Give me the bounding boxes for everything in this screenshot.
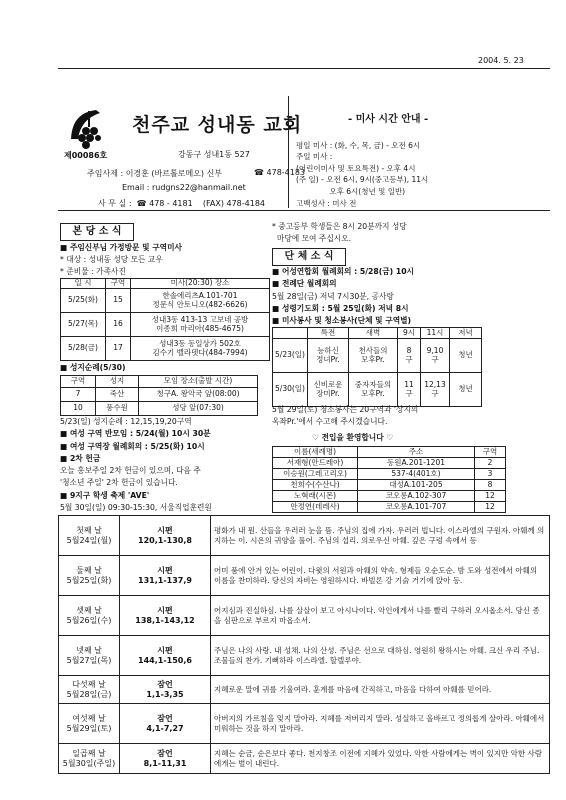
table-row bbox=[59, 704, 550, 744]
reading-text: 아버지의 가르침을 잊지 말아라. 지혜를 저버리지 말라. 성실하고 올바르고 정의롭게 살아라. 아훼에서 미워하는 것을 하지 말아라. bbox=[211, 704, 550, 744]
group-news-title: 단 체 소 식 bbox=[272, 248, 346, 266]
welcome-address: 537-4(401호) bbox=[358, 469, 475, 480]
parish-news-title: 본 당 소 식 bbox=[60, 223, 134, 241]
welcome-zone: 12 bbox=[475, 491, 506, 502]
service-11am: 12,13 구 bbox=[421, 373, 450, 407]
pilgrimage-header: 성지 bbox=[96, 376, 139, 388]
table-row bbox=[59, 636, 550, 676]
issue-number: 제00086호 bbox=[64, 151, 108, 160]
bulletin-date: 2004. 5. 23 bbox=[478, 56, 524, 65]
office-line: 사 무 실 : ☎ 478 - 4181 (FAX) 478-4184 bbox=[98, 199, 265, 208]
service-date: 5/23(일) bbox=[273, 339, 308, 373]
header-divider bbox=[288, 96, 289, 208]
student-festival-text: 5월 30일(일) 09:30-15:30, 서울직업훈련원 bbox=[60, 503, 212, 513]
second-collection-text: '청소년 주일' 2차 헌금이 있습니다. bbox=[60, 478, 178, 488]
student-note: * 중고등부 학생들은 8시 20분까지 성당 bbox=[272, 222, 407, 231]
welcome-header: 이름(세례명) bbox=[273, 447, 358, 458]
pilgrimage-header: 모임 장소(출발 시간) bbox=[139, 376, 258, 388]
prayer-meeting: ■ 성령기도회 : 5월 25일(화) 저녁 8시 bbox=[272, 303, 409, 313]
cleaning-note: 5월 29일(토) 청소봉사는 20구역과 '상지의 bbox=[272, 405, 419, 414]
service-date: 5/30(일) bbox=[273, 373, 308, 407]
visit-note: * 준비물 : 가족사진 bbox=[60, 267, 126, 276]
service-dawn: 중자자들의 모후Pr. bbox=[349, 373, 398, 407]
table-row bbox=[61, 402, 258, 416]
email-line: Email : rudgns22@hanmail.net bbox=[122, 183, 246, 192]
reading-day: 셋째 날 5월26일(수) bbox=[59, 596, 120, 636]
pilgrimage-meeting: 청구A. 왕악국 앞(08:00) bbox=[139, 388, 258, 402]
table-row bbox=[61, 388, 258, 402]
table-row bbox=[273, 469, 506, 480]
mass-time-box bbox=[290, 96, 552, 208]
daily-reading-table bbox=[58, 515, 550, 774]
pilgrimage-zone: 10 bbox=[61, 402, 96, 416]
visit-title: ■ 주임신부님 가정방문 및 구역미사 bbox=[60, 243, 182, 252]
visit-zone: 15 bbox=[106, 289, 131, 313]
table-row bbox=[61, 337, 270, 361]
table-row bbox=[273, 502, 506, 513]
student-festival-title: ■ 9지구 학생 축제 'AVE' bbox=[60, 490, 150, 500]
reading-day: 일곱째 날 5월30일(주일) bbox=[59, 744, 120, 774]
reading-ref: 시편 120,1-130,8 bbox=[120, 516, 211, 556]
welcome-name: 노혁래(시몬) bbox=[273, 491, 358, 502]
reading-ref: 시편 138,1-143,12 bbox=[120, 596, 211, 636]
reading-text: 어미 품에 안겨 있는 어린이. 다윗의 서원과 아훼의 약속. 형제들 오순도순. 밤 도와 성전에서 아훼의 이름을 찬미하라. 당신의 자비는 영원하시다. 바빌론 강 기슭 거기에 앉아 등. bbox=[211, 556, 550, 596]
welcome-zone: 3 bbox=[475, 469, 506, 480]
welcome-address: 코오롱A.102-307 bbox=[358, 491, 475, 502]
service-9am: 11 구 bbox=[398, 373, 421, 407]
church-address: 강동구 성내1동 527 bbox=[178, 150, 250, 159]
table-row bbox=[273, 458, 506, 469]
service-header bbox=[273, 328, 308, 339]
mass-line: 평일 미사 : (화, 수, 목, 금) - 오전 6시 bbox=[296, 140, 421, 150]
women-meeting: ■ 여성 구역 반모임 : 5/24(월) 10시 30분 bbox=[60, 429, 211, 439]
visit-place: 성내3동 413-13 고보네 공방 이종희 마리아(485-4675) bbox=[131, 313, 270, 337]
visit-place: 성내3동 동일상가 502호 김수기 벨라뎃다(484-7994) bbox=[131, 337, 270, 361]
reading-text: 주님은 나의 사랑. 내 성채. 나의 산성. 주님은 선으로 대하심. 영원히 왕하시는 아훼. 크신 우리 주님. 조물들의 찬가. 기뻐하라 이스라엘. 할렐루야. bbox=[211, 636, 550, 676]
mass-line: 오후 6시(청년 및 일반) bbox=[296, 186, 406, 196]
service-header: 9시 bbox=[398, 328, 421, 339]
pilgrimage-site: 죽산 bbox=[96, 388, 139, 402]
table-row bbox=[61, 313, 270, 337]
service-header: 특전 bbox=[308, 328, 349, 339]
second-collection-text: 오늘 홍보주일 2차 헌금이 있으며, 다음 주 bbox=[60, 466, 201, 476]
reading-text: 어지심과 진실하심. 나를 살살이 보고 아시나이다. 악인에게서 나를 빨리 구하러 오시옵소서. 당신 종을 심판으로 부르지 마옵소서. bbox=[211, 596, 550, 636]
visit-table bbox=[60, 278, 270, 361]
mass-line: 고백성사 : 미사 전 bbox=[296, 198, 357, 208]
table-row bbox=[273, 491, 506, 502]
table-row bbox=[273, 480, 506, 491]
welcome-address: 코오롱A.101-707 bbox=[358, 502, 475, 513]
reading-day: 넷째 날 5월27일(목) bbox=[59, 636, 120, 676]
visit-note: * 대상 : 성내동 성당 모든 교우 bbox=[60, 255, 163, 264]
welcome-name: 서재형(안드레아) bbox=[273, 458, 358, 469]
pilgrimage-zone: 7 bbox=[61, 388, 96, 402]
visit-date: 5/28(금) bbox=[61, 337, 106, 361]
table-row bbox=[59, 516, 550, 556]
service-dawn: 천사들의 모후Pr. bbox=[349, 339, 398, 373]
reading-ref: 잠언 1,1-3,35 bbox=[120, 676, 211, 704]
welcome-address: 대성A.101-205 bbox=[358, 480, 475, 491]
service-table bbox=[272, 327, 482, 407]
service-title: ■ 미사봉사 및 청소봉사(단체 및 구역별) bbox=[272, 316, 412, 326]
reading-text: 지혜로운 말에 귀를 기울여라. 훈계를 마음에 간직하고, 마음을 다하여 아훼를 믿어라. bbox=[211, 676, 550, 704]
pastor-line: 주임사제 : 이경훈 (바르톨로메오) 신부 bbox=[87, 169, 223, 178]
table-row bbox=[273, 373, 482, 407]
cleaning-note: 옥좌Pr.'에서 수고해 주시겠습니다. bbox=[272, 417, 388, 426]
pilgrimage-note: 5/23(일) 성지순례 : 12,15,19,20구역 bbox=[60, 417, 192, 426]
reading-day: 첫째 날 5월24일(월) bbox=[59, 516, 120, 556]
mass-time-title: - 미사 시간 안내 - bbox=[348, 114, 429, 125]
service-11am: 9,10 구 bbox=[421, 339, 450, 373]
reading-ref: 시편 144,1-150,6 bbox=[120, 636, 211, 676]
visit-zone: 17 bbox=[106, 337, 131, 361]
reading-day: 둘째 날 5월25일(화) bbox=[59, 556, 120, 596]
church-logo-icon bbox=[66, 107, 106, 151]
reading-text: 평화가 내 뭔. 산들을 우러러 눈을 뜸. 주님의 집에 가자. 우러러 빕니다. 이스라엘의 구원자. 아훼께 의지하는 이. 시온의 귀양을 풀어. 주님의 섭리. 의로우신 아훼. 깊은 구렁 속에서 등 bbox=[211, 516, 550, 556]
header-bottom-rule bbox=[58, 210, 550, 211]
service-evening: 청년 bbox=[450, 339, 482, 373]
welcome-header: 구역 bbox=[475, 447, 506, 458]
reading-text: 지혜는 순금, 순은보다 좋다. 천지창조 이전에 지혜가 있었다. 악한 사람에게는 벽이 있지만 악한 사람에게는 벌이 내린다. bbox=[211, 744, 550, 774]
table-row bbox=[59, 676, 550, 704]
liturgy-meeting-title: ■ 전례단 월례회의 bbox=[272, 279, 337, 289]
welcome-zone: 8 bbox=[475, 480, 506, 491]
reading-day: 다섯째 날 5월28일(금) bbox=[59, 676, 120, 704]
reading-ref: 잠언 8,1-11,31 bbox=[120, 744, 211, 774]
header-top-rule bbox=[58, 68, 550, 69]
visit-header: 미사(20:30) 장소 bbox=[131, 279, 270, 289]
women-union-meeting: ■ 어성연합회 월례회의 : 5/28(금) 10시 bbox=[272, 267, 414, 276]
mass-line: (주 일) - 오전 6시, 9시(중고등부), 11시 bbox=[296, 175, 429, 185]
reading-ref: 시편 131,1-137,9 bbox=[120, 556, 211, 596]
pastor-phone: ☎ 478-4183 bbox=[254, 168, 306, 177]
table-row bbox=[61, 289, 270, 313]
mass-line: 주일 미사 : bbox=[296, 152, 333, 162]
welcome-title: ♡ 전입을 환영합니다 ♡ bbox=[312, 433, 394, 442]
pilgrimage-table bbox=[60, 375, 258, 416]
welcome-name: 이승원(그레고리오) bbox=[273, 469, 358, 480]
service-header: 저녁 bbox=[450, 328, 482, 339]
visit-header: 구역 bbox=[106, 279, 131, 289]
pilgrimage-site: 풍수원 bbox=[96, 402, 139, 416]
pilgrimage-meeting: 성당 앞(07:30) bbox=[139, 402, 258, 416]
pilgrimage-title: ■ 성지순례(5/30) bbox=[60, 363, 126, 372]
liturgy-meeting-text: 5월 28일(금) 저녁 7시30분, 공사랑 bbox=[272, 291, 394, 301]
service-vigil: 신비로운 장미Pr. bbox=[308, 373, 349, 407]
visit-date: 5/27(목) bbox=[61, 313, 106, 337]
reading-ref: 잠언 4,1-7,27 bbox=[120, 704, 211, 744]
visit-zone: 16 bbox=[106, 313, 131, 337]
mass-line: (어린이미사 및 토요특전) - 오후 4시 bbox=[296, 163, 416, 173]
table-row bbox=[59, 596, 550, 636]
reading-day: 여섯째 날 5월29일(토) bbox=[59, 704, 120, 744]
welcome-zone: 12 bbox=[475, 502, 506, 513]
welcome-name: 천희수(수산나) bbox=[273, 480, 358, 491]
table-row bbox=[273, 339, 482, 373]
pilgrimage-header: 구역 bbox=[61, 376, 96, 388]
church-name: 천주교 성내동 교회 bbox=[132, 114, 303, 136]
welcome-address: 동원A.201-1201 bbox=[358, 458, 475, 469]
service-header: 11시 bbox=[421, 328, 450, 339]
service-vigil: 능하신 정녀Pr. bbox=[308, 339, 349, 373]
women-leaders-meeting: ■ 여성 구역장 월례회의 : 5/25(화) 10시 bbox=[60, 441, 205, 451]
welcome-name: 안정연(데레사) bbox=[273, 502, 358, 513]
welcome-table bbox=[272, 446, 506, 513]
service-9am: 8 구 bbox=[398, 339, 421, 373]
table-row bbox=[59, 556, 550, 596]
visit-date: 5/25(화) bbox=[61, 289, 106, 313]
table-row bbox=[59, 744, 550, 774]
visit-place: 한솔에리츠A.101-701 정문식 안토니오(482-6626) bbox=[131, 289, 270, 313]
student-note: 마당에 모여 주십시오. bbox=[272, 234, 352, 243]
second-collection-title: ■ 2차 헌금 bbox=[60, 453, 101, 463]
welcome-zone: 2 bbox=[475, 458, 506, 469]
service-evening: 청년 bbox=[450, 373, 482, 407]
visit-header: 일 시 bbox=[61, 279, 106, 289]
welcome-header: 주소 bbox=[358, 447, 475, 458]
service-header: 새벽 bbox=[349, 328, 398, 339]
